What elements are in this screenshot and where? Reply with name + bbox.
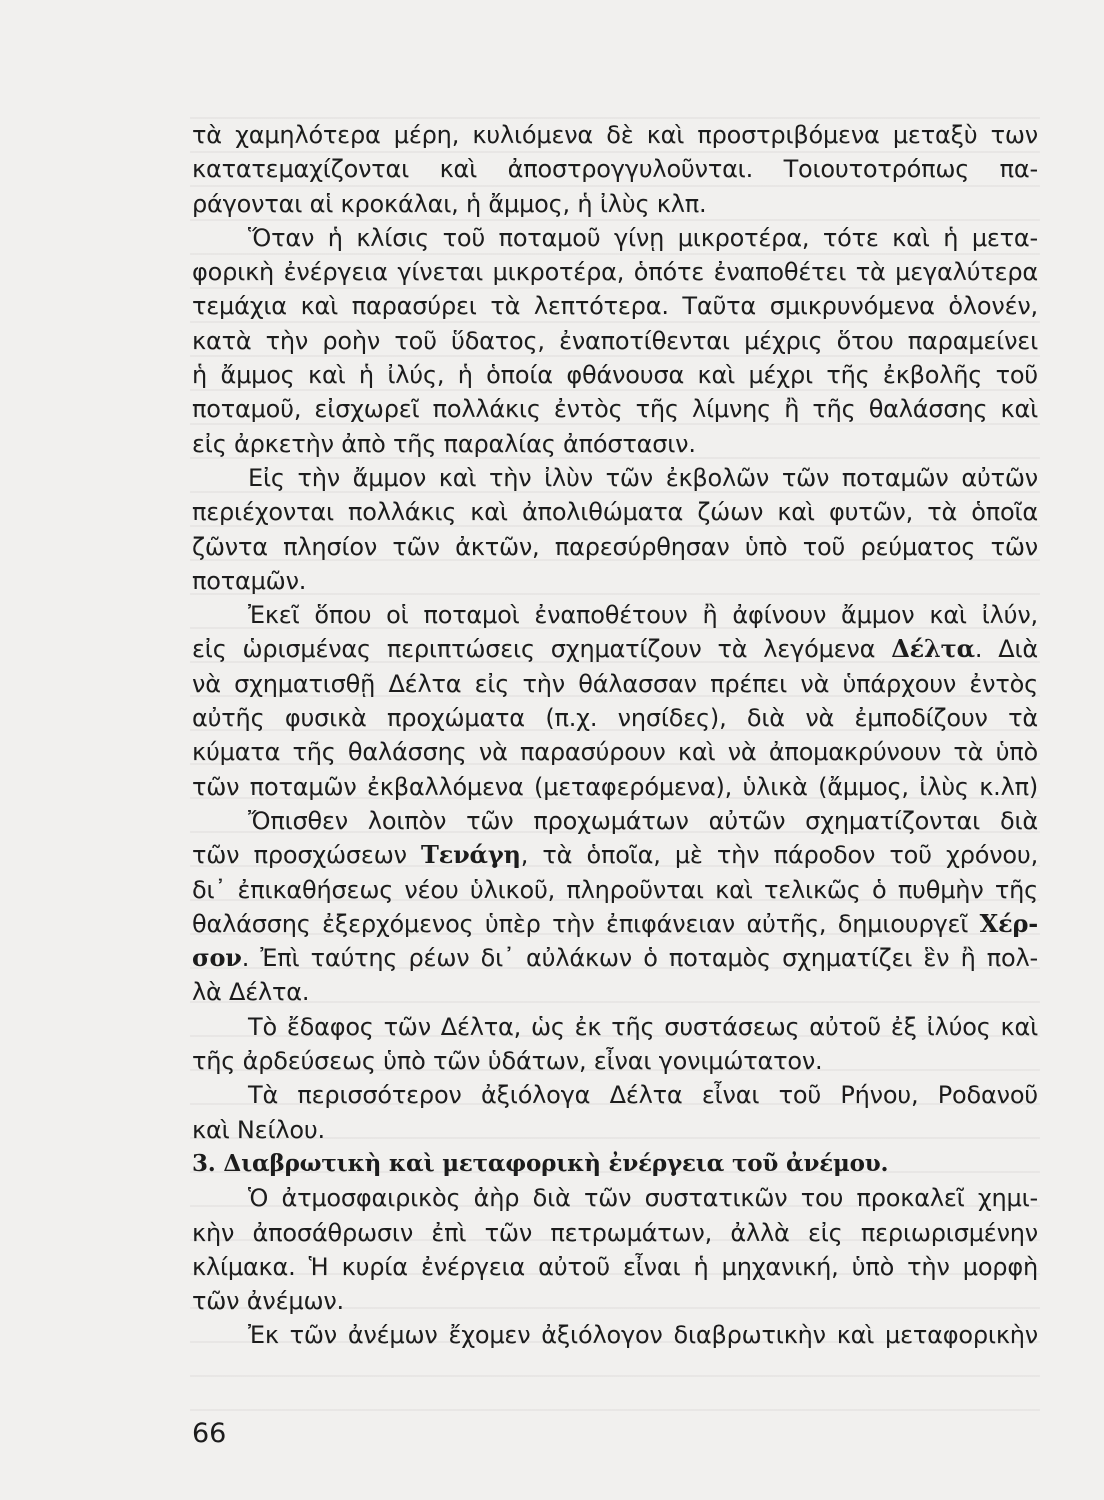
text-line: λὰ Δέλτα. <box>192 978 310 1007</box>
text-line: τῶν ποταμῶν ἐκβαλλόμενα (μεταφερόμενα), ὑλικὰ (ἄμμος, ἰλὺς κ.λπ) <box>192 772 1038 801</box>
text-line: κατατεμαχίζονται καὶ ἀποστρογγυλοῦνται. Τοιουτοτρόπως πα- <box>192 155 1038 184</box>
text-line: κὴν ἀποσάθρωσιν ἐπὶ τῶν πετρωμάτων, ἀλλὰ εἰς περιωρισμένην <box>192 1218 1038 1247</box>
text-line: εἰς ἀρκετὴν ἀπὸ τῆς παραλίας ἀπόστασιν. <box>192 429 696 458</box>
text-fragment: . Διὰ <box>974 635 1039 664</box>
text-line: τῆς ἀρδεύσεως ὑπὸ τῶν ὑδάτων, εἶναι γονιμώτατον. <box>192 1047 823 1076</box>
text-line: κατὰ τὴν ροὴν τοῦ ὕδατος, ἐναποτίθενται μέχρις ὅτου παραμείνει <box>192 326 1038 355</box>
text-line: περιέχονται πολλάκις καὶ ἀπολιθώματα ζώων καὶ φυτῶν, τὰ ὁποῖα <box>192 498 1038 527</box>
text-line: Εἰς τὴν ἄμμον καὶ τὴν ἰλὺν τῶν ἐκβολῶν τῶν ποταμῶν αὐτῶν <box>248 463 1038 492</box>
text-line <box>192 838 1038 872</box>
text-fragment: θαλάσσης ἐξερχόμενος ὑπὲρ τὴν ἐπιφάνειαν αὐτῆς, δημιουργεῖ <box>192 909 969 938</box>
page-number: 66 <box>192 1418 227 1449</box>
term-cherson-end: σον <box>192 943 242 973</box>
text-fragment: , τὰ ὁποῖα, μὲ τὴν πάροδον τοῦ χρόνου, <box>520 841 1039 870</box>
term-delta: Δέλτα <box>891 634 975 664</box>
text-line: Ὁ ἀτμοσφαιρικὸς ἀὴρ διὰ τῶν συστατικῶν του προκαλεῖ χημι- <box>248 1184 1038 1213</box>
text-line: κλίμακα. Ἡ κυρία ἐνέργεια αὐτοῦ εἶναι ἡ μηχανική, ὑπὸ τὴν μορφὴ <box>192 1252 1038 1281</box>
text-line: Τὸ ἔδαφος τῶν Δέλτα, ὡς ἐκ τῆς συστάσεως αὐτοῦ ἐξ ἰλύος καὶ <box>248 1012 1038 1041</box>
body-text <box>192 118 1038 1353</box>
text-line <box>192 632 1038 666</box>
text-line: ἡ ἄμμος καὶ ἡ ἰλύς, ἡ ὁποία φθάνουσα καὶ μέχρι τῆς ἐκβολῆς τοῦ <box>192 361 1038 390</box>
text-line: τῶν ἀνέμων. <box>192 1287 344 1316</box>
text-line: ποταμοῦ, εἰσχωρεῖ πολλάκις ἐντὸς τῆς λίμνης ἢ τῆς θαλάσσης καὶ <box>192 395 1038 424</box>
text-line: αὐτῆς φυσικὰ προχώματα (π.χ. νησίδες), διὰ νὰ ἐμποδίζουν τὰ <box>192 704 1038 733</box>
text-line: Ὅταν ἡ κλίσις τοῦ ποταμοῦ γίνῃ μικροτέρα, τότε καὶ ἡ μετα- <box>248 223 1038 252</box>
text-line: Ὄπισθεν λοιπὸν τῶν προχωμάτων αὐτῶν σχηματίζονται διὰ <box>248 806 1038 835</box>
text-line: Ἐκ τῶν ἀνέμων ἔχομεν ἀξιόλογον διαβρωτικὴν καὶ μεταφορικὴν <box>248 1321 1038 1350</box>
text-line <box>192 941 1038 975</box>
text-line: ράγονται αἱ κροκάλαι, ἡ ἄμμος, ἡ ἰλὺς κλπ. <box>192 189 707 218</box>
text-fragment: τῶν προσχώσεων <box>192 841 407 870</box>
section-heading: 3. Διαβρωτικὴ καὶ μεταφορικὴ ἐνέργεια τοῦ ἀνέμου. <box>192 1149 889 1177</box>
text-fragment: . Ἐπὶ ταύτης ρέων δι᾽ αὐλάκων ὁ ποταμὸς σχηματίζει ἓν ἢ πολ- <box>241 944 1038 973</box>
text-line: δι᾽ ἐπικαθήσεως νέου ὑλικοῦ, πληροῦνται καὶ τελικῶς ὁ πυθμὴν τῆς <box>192 875 1038 904</box>
text-line: Τὰ περισσότερον ἀξιόλογα Δέλτα εἶναι τοῦ Ρήνου, Ροδανοῦ <box>248 1081 1038 1110</box>
text-line: ζῶντα πλησίον τῶν ἀκτῶν, παρεσύρθησαν ὑπὸ τοῦ ρεύματος τῶν <box>192 532 1038 561</box>
text-line: ποταμῶν. <box>192 566 307 595</box>
text-line: κύματα τῆς θαλάσσης νὰ παρασύρουν καὶ νὰ ἀπομακρύνουν τὰ ὑπὸ <box>192 738 1038 767</box>
term-cherson: Χέρ- <box>979 908 1038 938</box>
text-line: φορικὴ ἐνέργεια γίνεται μικροτέρα, ὁπότε ἐναποθέτει τὰ μεγαλύτερα <box>192 258 1038 287</box>
text-line <box>192 907 1038 941</box>
text-line: καὶ Νείλου. <box>192 1115 325 1144</box>
text-line: Ἐκεῖ ὅπου οἱ ποταμοὶ ἐναποθέτουν ἢ ἀφίνουν ἄμμον καὶ ἰλύν, <box>248 601 1038 630</box>
text-fragment: εἰς ὡρισμένας περιπτώσεις σχηματίζουν τὰ λεγόμενα <box>192 635 876 664</box>
term-tenagi: Τενάγη <box>421 840 521 870</box>
text-line: νὰ σχηματισθῇ Δέλτα εἰς τὴν θάλασσαν πρέπει νὰ ὑπάρχουν ἐντὸς <box>192 669 1038 698</box>
text-line: τεμάχια καὶ παρασύρει τὰ λεπτότερα. Ταῦτα σμικρυνόμενα ὁλονέν, <box>192 292 1038 321</box>
text-line: τὰ χαμηλότερα μέρη, κυλιόμενα δὲ καὶ προστριβόμενα μεταξὺ των <box>192 121 1038 149</box>
